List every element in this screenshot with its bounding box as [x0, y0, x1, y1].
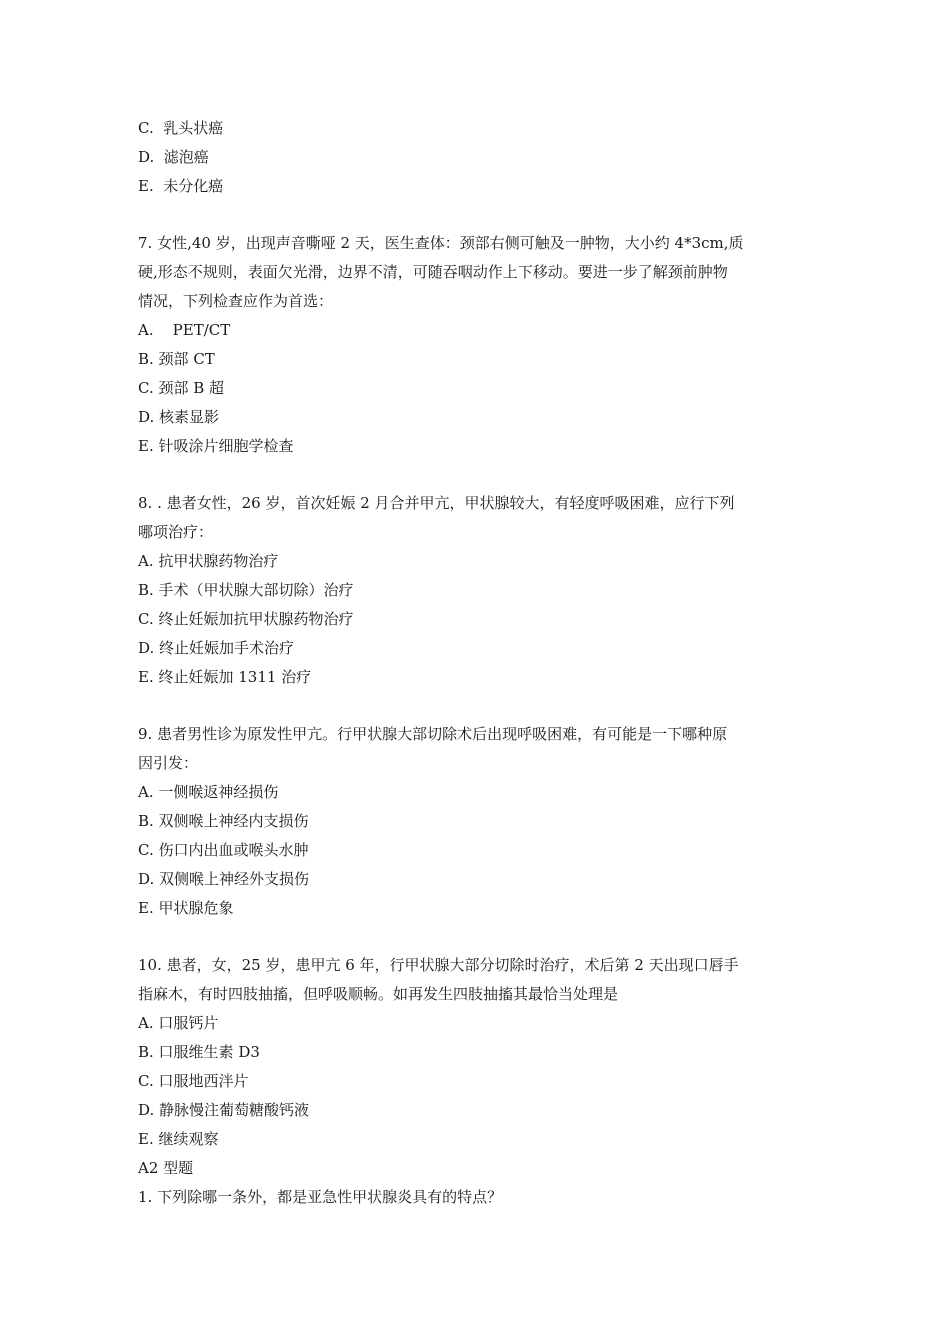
question-stem-line: 10. 患者，女，25 岁，患甲亢 6 年，行甲状腺大部分切除时治疗，术后第 2 天出现口唇手 [138, 956, 739, 974]
option-d: D. 静脉慢注葡萄糖酸钙液 [138, 1101, 310, 1119]
spacer [138, 201, 828, 229]
question-7 [138, 229, 828, 461]
option-b: B. 手术（甲状腺大部切除）治疗 [138, 581, 354, 599]
option-c: C. 乳头状癌 [138, 119, 224, 137]
spacer [138, 692, 828, 720]
question-stem-line: 情况，下列检查应作为首选： [138, 292, 334, 310]
document-content [138, 114, 828, 1212]
spacer [138, 923, 828, 951]
option-b: B. 口服维生素 D3 [138, 1043, 260, 1061]
option-d: D. 双侧喉上神经外支损伤 [138, 870, 310, 888]
option-b: B. 颈部 CT [138, 350, 215, 368]
option-a: A. 口服钙片 [138, 1014, 219, 1032]
next-question-stem: 1. 下列除哪一条外，都是亚急性甲状腺炎具有的特点？ [138, 1188, 503, 1206]
section-heading: A2 型题 [138, 1159, 194, 1177]
prev-question-options [138, 114, 828, 201]
option-e: E. 甲状腺危象 [138, 899, 234, 917]
option-e: E. 针吸涂片细胞学检查 [138, 437, 294, 455]
question-stem-line: 7. 女性,40 岁，出现声音嘶哑 2 天，医生查体：颈部右侧可触及一肿物，大小约 4*3cm,质 [138, 234, 744, 252]
option-e: E. 继续观察 [138, 1130, 219, 1148]
question-8 [138, 489, 828, 692]
option-c: C. 伤口内出血或喉头水肿 [138, 841, 309, 859]
spacer [138, 461, 828, 489]
question-stem-line: 因引发： [138, 754, 199, 772]
question-stem-line: 哪项治疗： [138, 523, 214, 541]
option-d: D. 核素显影 [138, 408, 220, 426]
option-b: B. 双侧喉上神经内支损伤 [138, 812, 309, 830]
option-a: A. PET/CT [138, 321, 231, 339]
option-d: D. 终止妊娠加手术治疗 [138, 639, 295, 657]
option-d: D. 滤泡癌 [138, 148, 209, 166]
option-a: A. 抗甲状腺药物治疗 [138, 552, 279, 570]
question-stem-line: 9. 患者男性诊为原发性甲亢。行甲状腺大部切除术后出现呼吸困难，有可能是一下哪种原 [138, 725, 728, 743]
question-stem-line: 硬,形态不规则，表面欠光滑，边界不清，可随吞咽动作上下移动。要进一步了解颈前肿物 [138, 263, 728, 281]
option-c: C. 终止妊娠加抗甲状腺药物治疗 [138, 610, 354, 628]
option-e: E. 终止妊娠加 1311 治疗 [138, 668, 312, 686]
question-10 [138, 951, 828, 1154]
option-c: C. 颈部 B 超 [138, 379, 225, 397]
question-stem-line: 指麻木，有时四肢抽搐，但呼吸顺畅。如再发生四肢抽搐其最恰当处理是 [138, 985, 619, 1003]
option-c: C. 口服地西泮片 [138, 1072, 249, 1090]
question-9 [138, 720, 828, 923]
option-a: A. 一侧喉返神经损伤 [138, 783, 279, 801]
question-stem-line: 8. . 患者女性，26 岁，首次妊娠 2 月合并甲亢，甲状腺较大，有轻度呼吸困难，应行下列 [138, 494, 735, 512]
option-e: E. 未分化癌 [138, 177, 224, 195]
